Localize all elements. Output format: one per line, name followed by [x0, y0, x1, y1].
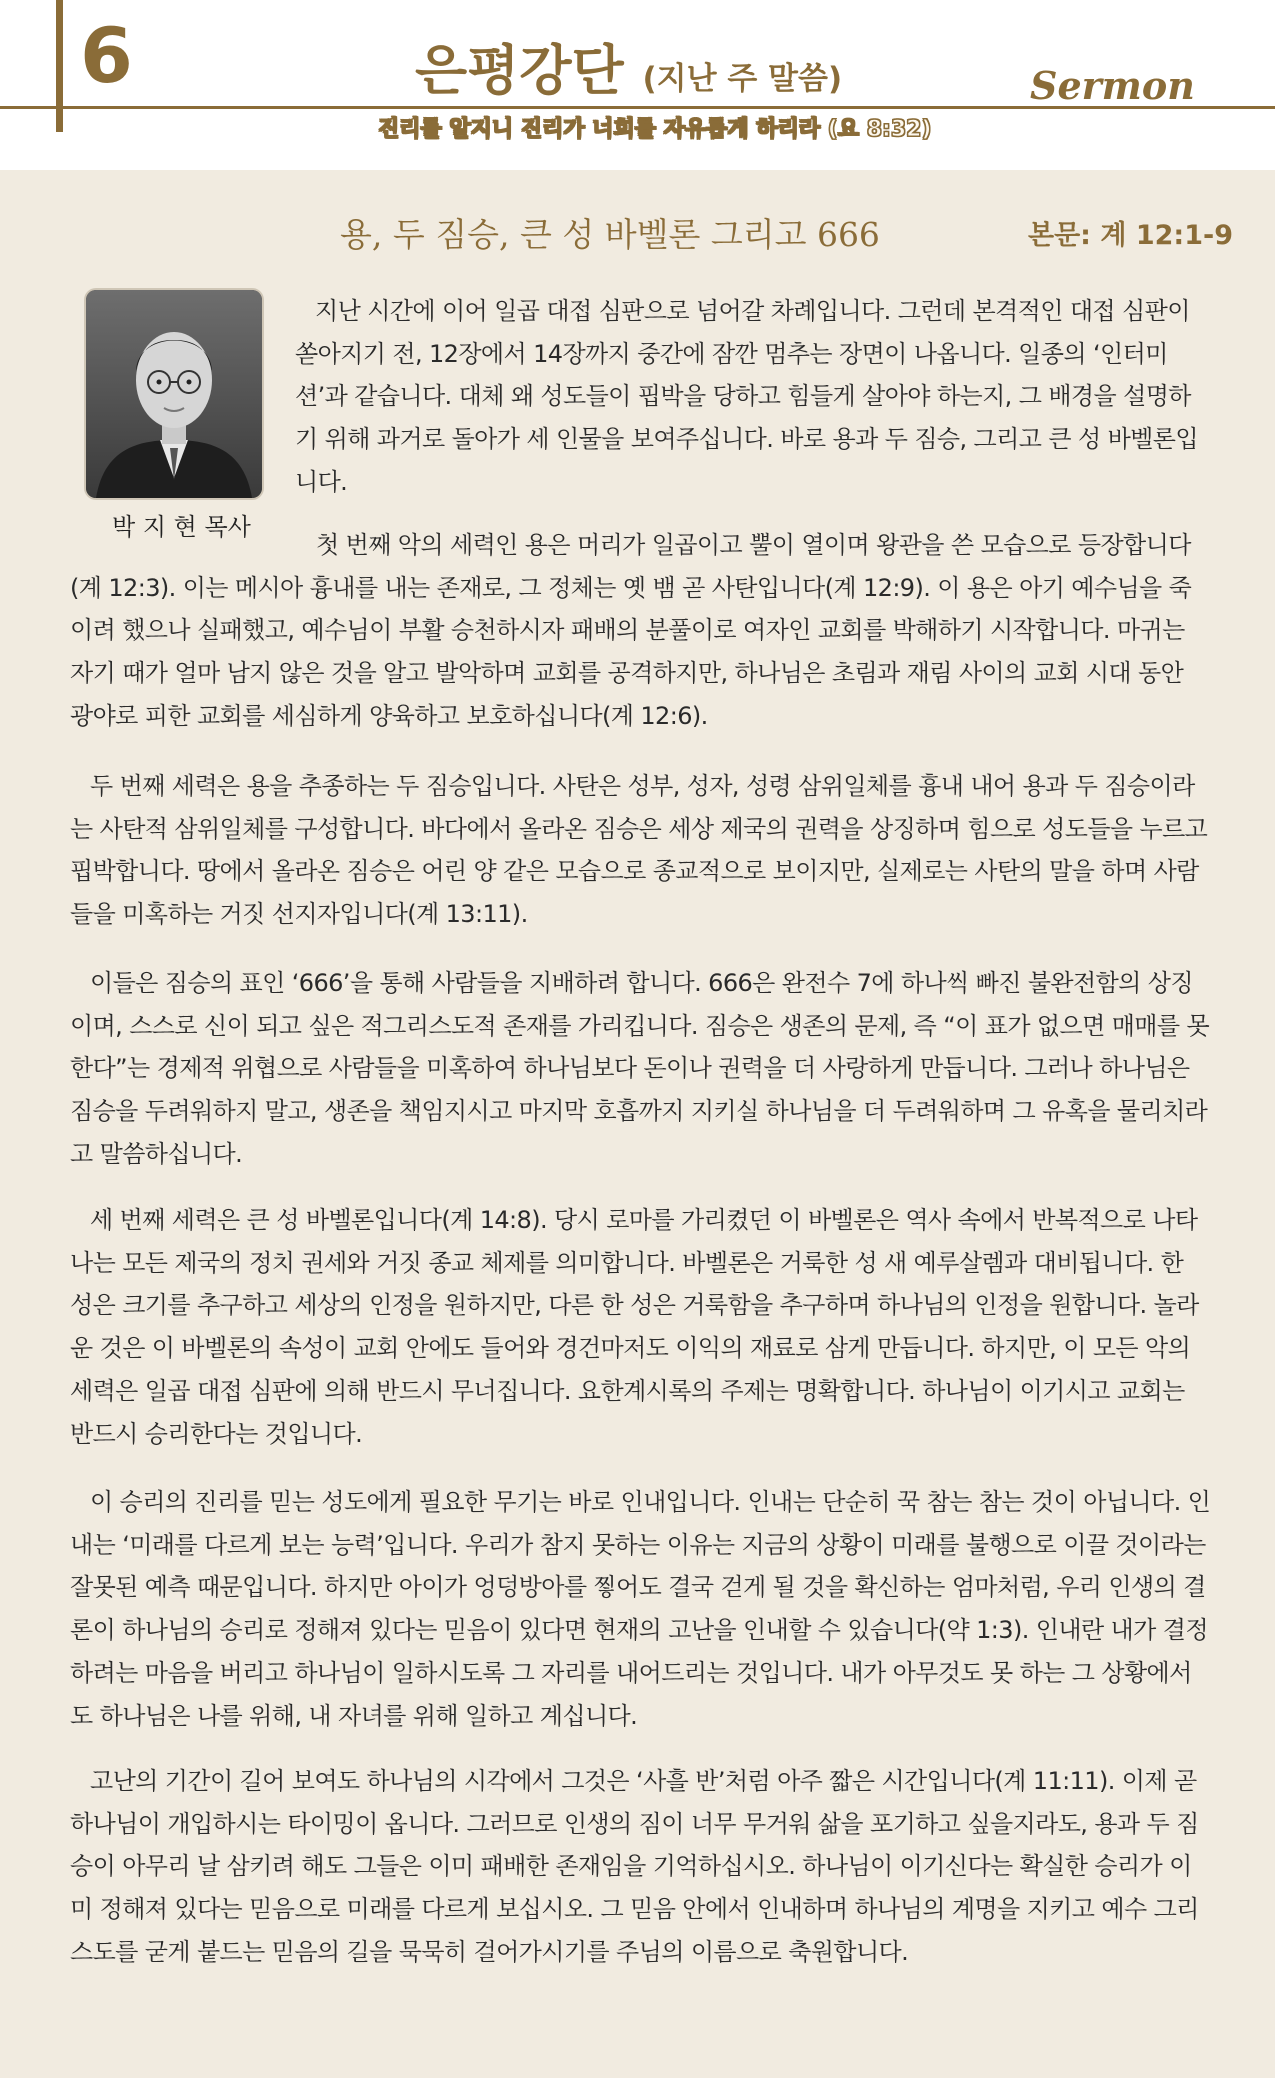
- sermon-paragraph-6: 이 승리의 진리를 믿는 성도에게 필요한 무기는 바로 인내입니다. 인내는 단순히 꾹 참는 참는 것이 아닙니다. 인내는 ‘미래를 다르게 보는 능력’입니다. 우리가 참지 못하는 이유는 지금의 상황이 미래를 불행으로 이끌 것이라는 잘못된 예측 때문입니다. 하지만 아이가 엉덩방아를 찧어도 결국 걷게 될 것을 확신하는 엄마처럼, 우리 인생의 결론이 하나님의 승리로 정해져 있다는 믿음이 있다면 현재의 고난을 인내할 수 있습니다(약 1:3). 인내란 내가 결정하려는 마음을 버리고 하나님이 일하시도록 그 자리를 내어드리는 것입니다. 내가 아무것도 못 하는 그 상황에서도 하나님은 나를 위해, 내 자녀를 위해 일하고 계십니다.: [70, 1488, 1211, 1730]
- sermon-tag: Sermon: [1030, 63, 1195, 108]
- sermon-paragraph-5: 세 번째 세력은 큰 성 바벨론입니다(계 14:8). 당시 로마를 가리켰던 이 바벨론은 역사 속에서 반복적으로 나타나는 모든 제국의 정치 권세와 거짓 종교 체제를 의미합니다. 바벨론은 거룩한 성 새 예루살렘과 대비됩니다. 한 성은 크기를 추구하고 세상의 인정을 원하지만, 다른 한 성은 거룩함을 추구하며 하나님의 인정을 원합니다. 놀라운 것은 이 바벨론의 속성이 교회 안에도 들어와 경건마저도 이익의 재료로 삼게 만듭니다. 하지만, 이 모든 악의 세력은 일곱 대접 심판에 의해 반드시 무너집니다. 요한계시록의 주제는 명확합니다. 하나님이 이기시고 교회는 반드시 승리한다는 것입니다.: [70, 1206, 1199, 1448]
- sermon-paragraph-7: 고난의 기간이 길어 보여도 하나님의 시각에서 그것은 ‘사흘 반’처럼 아주 짧은 시간입니다(계 11:11). 이제 곧 하나님이 개입하시는 타이밍이 옵니다. 그러므로 인생의 짐이 너무 무거워 삶을 포기하고 싶을지라도, 용과 두 짐승이 아무리 날 삼키려 해도 그들은 이미 패배한 존재임을 기억하십시오. 하나님이 이기신다는 확실한 승리가 이미 정해져 있다는 믿음으로 미래를 다르게 보십시오. 그 믿음 안에서 인내하며 하나님의 계명을 지키고 예수 그리스도를 굳게 붙드는 믿음의 길을 묵묵히 걸어가시기를 주님의 이름으로 축원합니다.: [70, 1767, 1199, 1966]
- pastor-photo: [86, 290, 262, 498]
- sermon-paragraph-3: 두 번째 세력은 용을 추종하는 두 짐승입니다. 사탄은 성부, 성자, 성령 삼위일체를 흉내 내어 용과 두 짐승이라는 사탄적 삼위일체를 구성합니다. 바다에서 올라온 짐승은 세상 제국의 권력을 상징하며 힘으로 성도들을 누르고 핍박합니다. 땅에서 올라온 짐승은 어린 양 같은 모습으로 종교적으로 보이지만, 실제로는 사탄의 말을 하며 사람들을 미혹하는 거짓 선지자입니다(계 13:11).: [70, 772, 1208, 929]
- pastor-name: 박 지 현 목사: [112, 513, 251, 541]
- scripture-reference: 본문: 계 12:1-9: [1028, 220, 1233, 251]
- sermon-paragraph-4: 이들은 짐승의 표인 ‘666’을 통해 사람들을 지배하려 합니다. 666은 완전수 7에 하나씩 빠진 불완전함의 상징이며, 스스로 신이 되고 싶은 적그리스도적 존재를 가리킵니다. 짐승은 생존의 문제, 즉 “이 표가 없으면 매매를 못 한다”는 경제적 위협으로 사람들을 미혹하여 하나님보다 돈이나 권력을 더 사랑하게 만듭니다. 그러나 하나님은 짐승을 두려워하지 말고, 생존을 책임지시고 마지막 호흡까지 지키실 하나님을 더 두려워하며 그 유혹을 물리치라고 말씀하십니다.: [70, 969, 1210, 1168]
- page-number: 6: [80, 11, 133, 100]
- sermon-paragraph-2: 첫 번째 악의 세력인 용은 머리가 일곱이고 뿔이 열이며 왕관을 쓴 모습으로 등장합니다(계 12:3). 이는 메시아 흉내를 내는 존재로, 그 정체는 옛 뱀 곧 사탄입니다(계 12:9). 이 용은 아기 예수님을 죽이려 했으나 실패했고, 예수님이 부활 승천하시자 패배의 분풀이로 여자인 교회를 박해하기 시작합니다. 마귀는 자기 때가 얼마 남지 않은 것을 알고 발악하며 교회를 공격하지만, 하나님은 초림과 재림 사이의 교회 시대 동안 광야로 피한 교회를 세심하게 양육하고 보호하십니다(계 12:6).: [70, 531, 1192, 730]
- motto-verse: 진리를 알지니 진리가 너희를 자유롭게 하리라 (요 8:32): [378, 117, 932, 142]
- pastor-portrait-image: [86, 290, 262, 498]
- sermon-title: 용, 두 짐승, 큰 성 바벨론 그리고 666: [340, 215, 880, 254]
- column-title: [415, 40, 842, 109]
- sermon-paragraph-1: 지난 시간에 이어 일곱 대접 심판으로 넘어갈 차례입니다. 그런데 본격적인 대접 심판이 쏟아지기 전, 12장에서 14장까지 중간에 잠깐 멈추는 장면이 나옵니다. 일종의 ‘인터미션’과 같습니다. 대체 왜 성도들이 핍박을 당하고 힘들게 살아야 하는지, 그 배경을 설명하기 위해 과거로 돌아가 세 인물을 보여주십니다. 바로 용과 두 짐승, 그리고 큰 성 바벨론입니다.: [295, 297, 1198, 496]
- column-title-sub: (지난 주 말씀): [642, 61, 843, 97]
- column-title-main: 은평강단: [415, 38, 624, 102]
- page-header: [0, 0, 1275, 170]
- page-number-bar: [56, 0, 63, 132]
